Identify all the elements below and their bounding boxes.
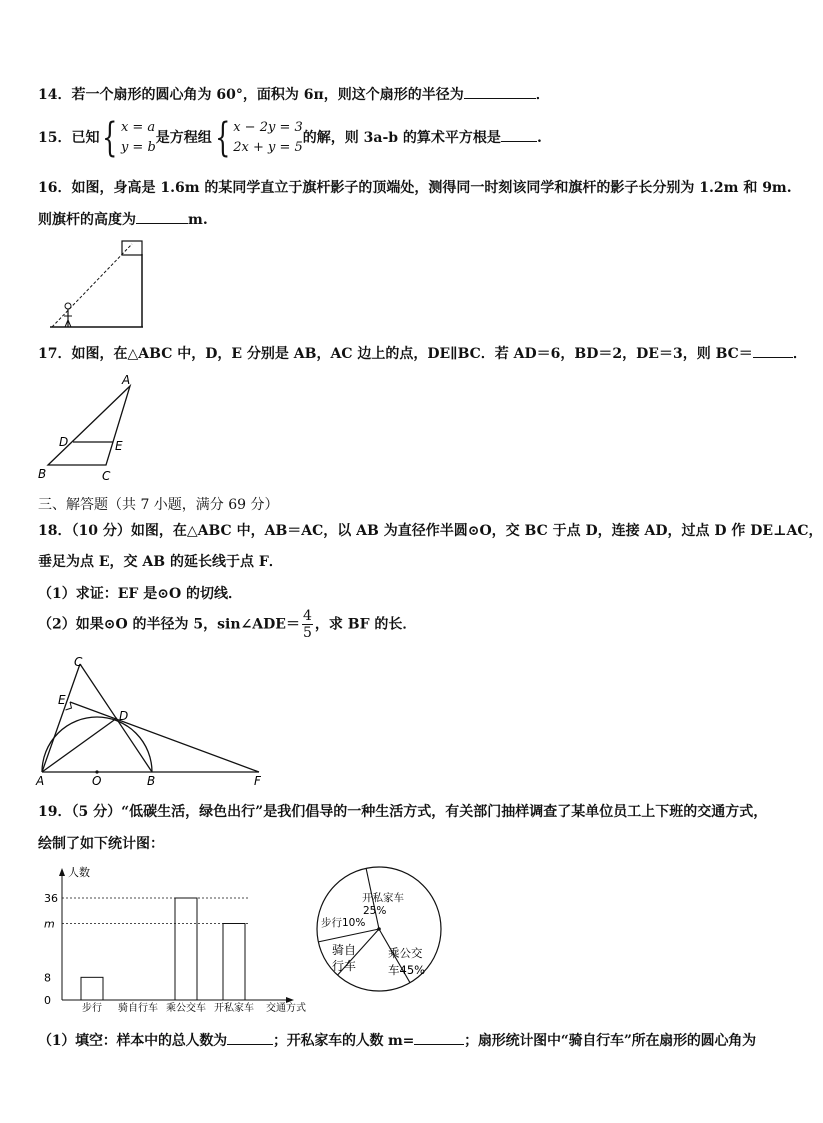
q17-answer-blank[interactable] (753, 343, 793, 358)
segment-ef (70, 702, 259, 772)
q15-answer-blank[interactable] (501, 127, 537, 142)
q19-part1-pre: （1）填空：样本中的总人数为 (38, 1033, 227, 1049)
q15-s2b: 2x + y = 5 (233, 140, 303, 155)
label-c: C (102, 469, 111, 483)
q18-part-1: （1）求证：EF 是⊙O 的切线． (38, 586, 243, 602)
slice-label-walk: 步行10% (321, 917, 366, 929)
bar-2 (175, 898, 197, 1000)
q19-m-blank[interactable] (414, 1030, 464, 1045)
pie-slice-divider (318, 929, 379, 942)
bar-3 (223, 924, 245, 1001)
q18-part2-post: ，求 BF 的长． (314, 616, 417, 633)
label-o: O (92, 774, 102, 788)
q16-line-2 (38, 209, 208, 229)
question-15 (38, 115, 542, 161)
q15-s2a: x − 2y = 3 (233, 120, 303, 135)
q16-line2-pre: 则旗杆的高度为 (38, 212, 136, 228)
slice-label-bus-2: 车45% (388, 963, 426, 977)
y-axis-label: 人数 (68, 866, 90, 879)
q15-end: . (536, 130, 542, 146)
q18-part-2 (38, 608, 416, 641)
q15-brace-2: { (214, 115, 231, 161)
q19-part1-mid1: ；开私家车的人数 m= (272, 1033, 415, 1049)
slice-label-car-1: 开私家车 (362, 892, 404, 904)
q15-s1b: y = b (120, 140, 156, 155)
q16-line-1: 16．如图，身高是 1.6m 的某同学直立于旗杆影子的顶端处，测得同一时刻该同学和旗杆的影子长分别为 1.2m 和 9m. (38, 180, 792, 196)
triangle-figure (36, 372, 146, 484)
q19-line-2: 绘制了如下统计图： (38, 836, 164, 852)
bar-chart (30, 860, 320, 1015)
section-3-heading: 三、解答题（共 7 小题，满分 69 分） (38, 497, 279, 513)
q17-text: 17．如图，在△ABC 中，D，E 分别是 AB，AC 边上的点，DE∥BC．若 AD＝6，BD＝2，DE＝3，则 BC＝ (38, 346, 753, 362)
q15-system-1 (121, 118, 156, 158)
person-head (65, 303, 71, 309)
q15-number: 15． (38, 130, 72, 146)
fraction-numerator: 4 (302, 608, 312, 624)
q16-line2-end: m. (188, 212, 208, 228)
y-axis-arrow (59, 868, 65, 876)
label-a: A (36, 774, 45, 788)
category-label: 开私家车 (214, 1003, 254, 1014)
label-a: A (122, 373, 131, 387)
q15-mid: 是方程组 (155, 130, 212, 146)
question-14 (38, 84, 550, 104)
label-b: B (38, 467, 47, 481)
segment-ac (42, 664, 80, 772)
category-label-group (82, 1001, 254, 1014)
label-f: F (254, 774, 261, 788)
label-e: E (58, 693, 66, 707)
x-axis-label: 交通方式 (266, 1003, 306, 1014)
q19-total-blank[interactable] (227, 1030, 273, 1045)
q14-number: 14． (38, 87, 72, 103)
pie-chart (312, 862, 446, 996)
category-label: 乘公交车 (166, 1003, 206, 1014)
q15-post: 的解，则 3a-b 的算术平方根是 (302, 130, 501, 146)
slice-label-bike-1: 骑自 (332, 943, 357, 957)
segment-ad (42, 718, 117, 772)
q14-end: ． (535, 87, 550, 103)
flag (122, 241, 142, 255)
question-17 (38, 343, 807, 363)
bar-0 (81, 977, 103, 1000)
label-c: C (74, 655, 83, 669)
triangle-abc (48, 386, 130, 465)
slice-label-bus-1: 乘公交 (388, 946, 423, 960)
q14-answer-blank[interactable] (464, 84, 536, 99)
slice-label-bike-2: 行车 (332, 959, 357, 973)
q19-part-1 (38, 1030, 756, 1050)
label-e: E (115, 439, 123, 453)
y-tick-label: 0 (44, 994, 51, 1007)
q18-line-2: 垂足为点 E，交 AB 的延长线于点 F． (38, 554, 283, 570)
q18-line-1: 18．（10 分）如图，在△ABC 中，AB＝AC，以 AB 为直径作半圆⊙O，交 BC 于点 D，连接 AD，过点 D 作 DE⊥AC， (38, 523, 823, 539)
label-d: D (119, 709, 129, 723)
fraction-denominator: 5 (302, 625, 312, 641)
slice-label-car-2: 25% (363, 905, 387, 917)
category-label: 骑自行车 (118, 1003, 158, 1014)
y-tick-label: 36 (44, 892, 58, 905)
q19-line-1: 19．（5 分）“低碳生活，绿色出行”是我们倡导的一种生活方式，有关部门抽样调查了某单位员工上下班的交通方式， (38, 804, 768, 820)
y-tick-label: 8 (44, 971, 51, 985)
label-d: D (59, 435, 69, 449)
pie-center (377, 927, 381, 931)
q19-part1-mid2: ；扇形统计图中“骑自行车”所在扇形的圆心角为 (464, 1033, 756, 1049)
q15-s1a: x = a (120, 120, 156, 135)
label-b: B (147, 774, 156, 788)
category-label: 步行 (82, 1003, 102, 1014)
q16-answer-blank[interactable] (136, 209, 188, 224)
flagpole-figure (46, 236, 146, 330)
y-tick-label: m (44, 917, 55, 931)
q15-system-2 (233, 118, 303, 158)
y-tick-group (44, 892, 250, 1007)
fraction-4-5 (302, 608, 313, 641)
sun-ray-dashed (52, 244, 132, 327)
circle-tangent-figure (34, 652, 274, 787)
q14-text: 若一个扇形的圆心角为 60°，面积为 6π，则这个扇形的半径为 (71, 87, 464, 103)
q15-brace-1: { (102, 115, 118, 161)
q18-part2-pre: （2）如果⊙O 的半径为 5，sin∠ADE＝ (38, 616, 300, 633)
q15-pre: 已知 (71, 130, 100, 146)
q17-end: ． (792, 346, 807, 362)
bar-group (81, 898, 245, 1000)
